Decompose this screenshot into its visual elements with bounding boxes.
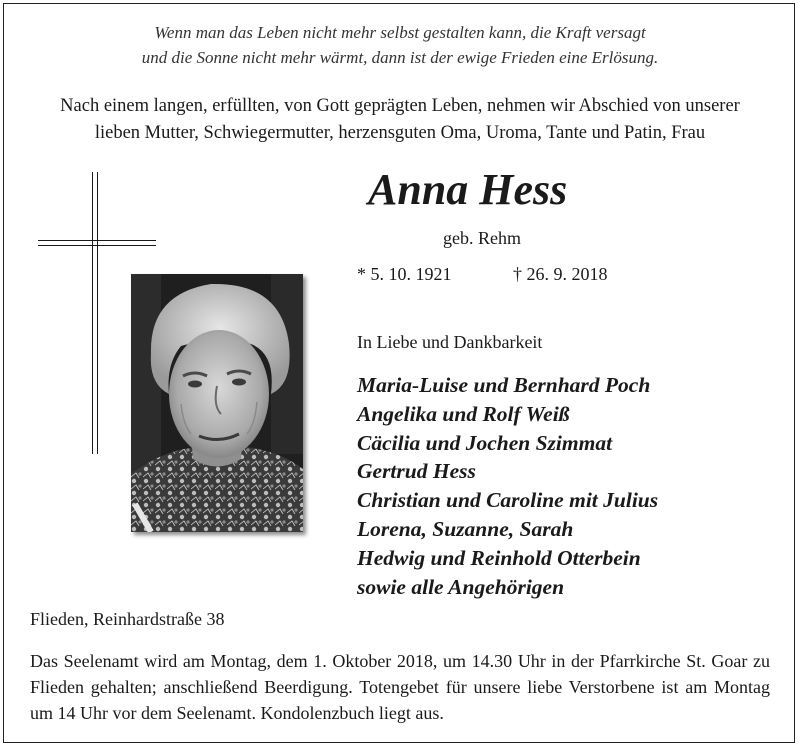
intro-line: lieben Mutter, Schwiegermutter, herzensguten Oma, Uroma, Tante und Patin, Frau (94, 123, 706, 143)
cross-vertical-line (97, 172, 98, 454)
mourners-list (357, 371, 658, 601)
memorial-quote (0, 20, 800, 70)
intro-line: Nach einem langen, erfüllten, von Gott geprägten Leben, nehmen wir Abschied von unserer (60, 96, 740, 116)
list-item: Christian und Caroline mit Julius (357, 488, 659, 513)
deceased-name: Anna Hess (368, 165, 568, 214)
maiden-name: geb. Rehm (443, 228, 521, 248)
cross-vertical-line (92, 172, 93, 454)
list-item: sowie alle Angehörigen (357, 574, 565, 599)
cross-horizontal-line (38, 245, 156, 246)
service-details: Das Seelenamt wird am Montag, dem 1. Oktober 2018, um 14.30 Uhr in der Pfarrkirche St. Goar zu Flieden gehalten; anschließend Beerdigung. Totengebet für unsere liebe Verstorbene ist am Montag um 14 Uhr vor dem Seelenamt. Kondolenzbuch liegt aus. (30, 651, 770, 723)
list-item: Angelika und Rolf Weiß (357, 401, 570, 426)
birth-date: * 5. 10. 1921 (357, 264, 452, 284)
quote-line: Wenn man das Leben nicht mehr selbst gestalten kann, die Kraft versagt (154, 23, 646, 42)
gratitude-line: In Liebe und Dankbarkeit (357, 332, 543, 352)
portrait-photo (131, 274, 303, 532)
list-item: Maria-Luise und Bernhard Poch (357, 373, 651, 397)
address: Flieden, Reinhardstraße 38 (30, 609, 225, 629)
list-item: Cäcilia und Jochen Szimmat (357, 430, 613, 455)
death-date: † 26. 9. 2018 (513, 264, 608, 284)
cross-horizontal-line (38, 240, 156, 241)
intro-text (0, 93, 800, 147)
list-item: Gertrud Hess (357, 459, 476, 484)
quote-line: und die Sonne nicht mehr wärmt, dann ist der ewige Frieden eine Erlösung. (141, 48, 659, 67)
list-item: Lorena, Suzanne, Sarah (357, 516, 574, 541)
list-item: Hedwig und Reinhold Otterbein (357, 545, 641, 570)
